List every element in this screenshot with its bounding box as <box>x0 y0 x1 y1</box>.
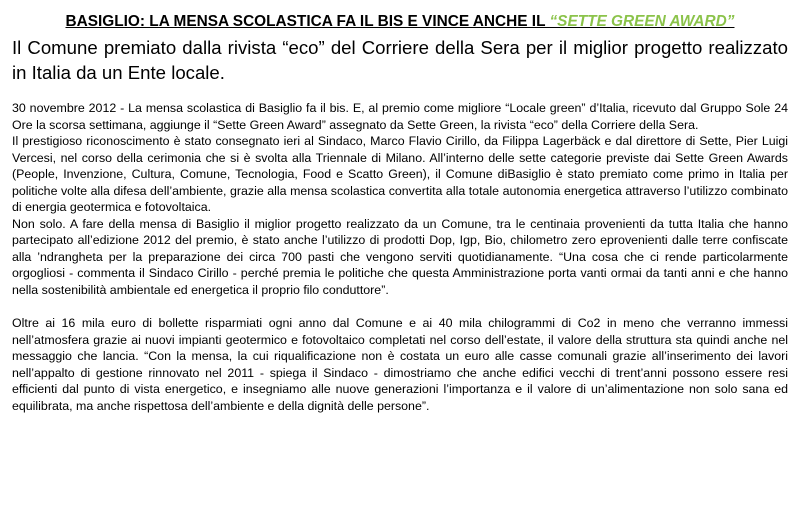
article-body <box>12 100 788 414</box>
headline-main-text: BASIGLIO: LA MENSA SCOLASTICA FA IL BIS E VINCE ANCHE IL <box>65 13 550 30</box>
paragraph-gap <box>12 299 788 316</box>
article-paragraph: Oltre ai 16 mila euro di bollette risparmiati ogni anno dal Comune e ai 40 mila chilogrammi di Co2 in meno che verranno immessi nell’atmosfera grazie ai nuovi impianti geotermico e fotovoltaico completati nel corso dell’estate, il valore della struttura sta quindi anche nel messaggio che lancia. “Con la mensa, la cui riqualificazione non è costata un euro alle casse comunali grazie all’inserimento dei lavori nell’appalto di gestione rinnovato nel 2011 - spiega il Sindaco - dimostriamo che anche edifici vecchi di trent’anni possono essere resi efficienti dal punto di vista energetico, e insegniamo alle nuove generazioni l’importanza e il valore di un’alimentazione non solo sana ed equilibrata, ma anche rispettosa dell’ambiente e della dignità delle persone”. <box>12 316 788 413</box>
article-paragraph: 30 novembre 2012 - La mensa scolastica di Basiglio fa il bis. E, al premio come migliore “Locale green” d’Italia, ricevuto dal Gruppo Sole 24 Ore la scorsa settimana, aggiunge il “Sette Green Award” assegnato da Sette Green, la rivista “eco” della Corriere della Sera. <box>12 101 788 132</box>
headline-award-text: “SETTE GREEN AWARD” <box>549 13 735 30</box>
article-subtitle: Il Comune premiato dalla rivista “eco” del Corriere della Sera per il miglior progetto realizzato in Italia da un Ente locale. <box>12 37 788 83</box>
article-paragraph: Il prestigioso riconoscimento è stato consegnato ieri al Sindaco, Marco Flavio Cirillo, da Filippa Lagerbäck e dal direttore di Sette, Pier Luigi Vercesi, nel corso della cerimonia che si è svolta alla Triennale di Milano. All’interno delle sette categorie previste dai Sette Green Awards (People, Invenzione, Cultura, Comune, Tecnologia, Food e Scatto Green), il Comune diBasiglio è stato premiato come primo in Italia per politiche volte alla difesa dell’ambiente, grazie alla mensa scolastica convertita alla totale autonomia energetica attraverso l’utilizzo combinato di energia geotermica e fotovoltaica. <box>12 134 788 215</box>
article-paragraph: Non solo. A fare della mensa di Basiglio il miglior progetto realizzato da un Comune, tra le centinaia provenienti da tutta Italia che hanno partecipato all’edizione 2012 del premio, è stato anche l’utilizzo di prodotti Dop, Igp, Bio, chilometro zero eprovenienti dalle terre confiscate alla ’ndrangheta per la preparazione dei circa 700 pasti che vengono serviti quotidianamente. “Una cosa che ci rende particolarmente orgogliosi - commenta il Sindaco Cirillo - perché premia le politiche che questa Amministrazione porta vanti ormai da tanti anni e che hanno nella sostenibilità ambientale ed energetica il proprio filo conduttore”. <box>12 216 788 298</box>
article-headline <box>12 12 788 32</box>
